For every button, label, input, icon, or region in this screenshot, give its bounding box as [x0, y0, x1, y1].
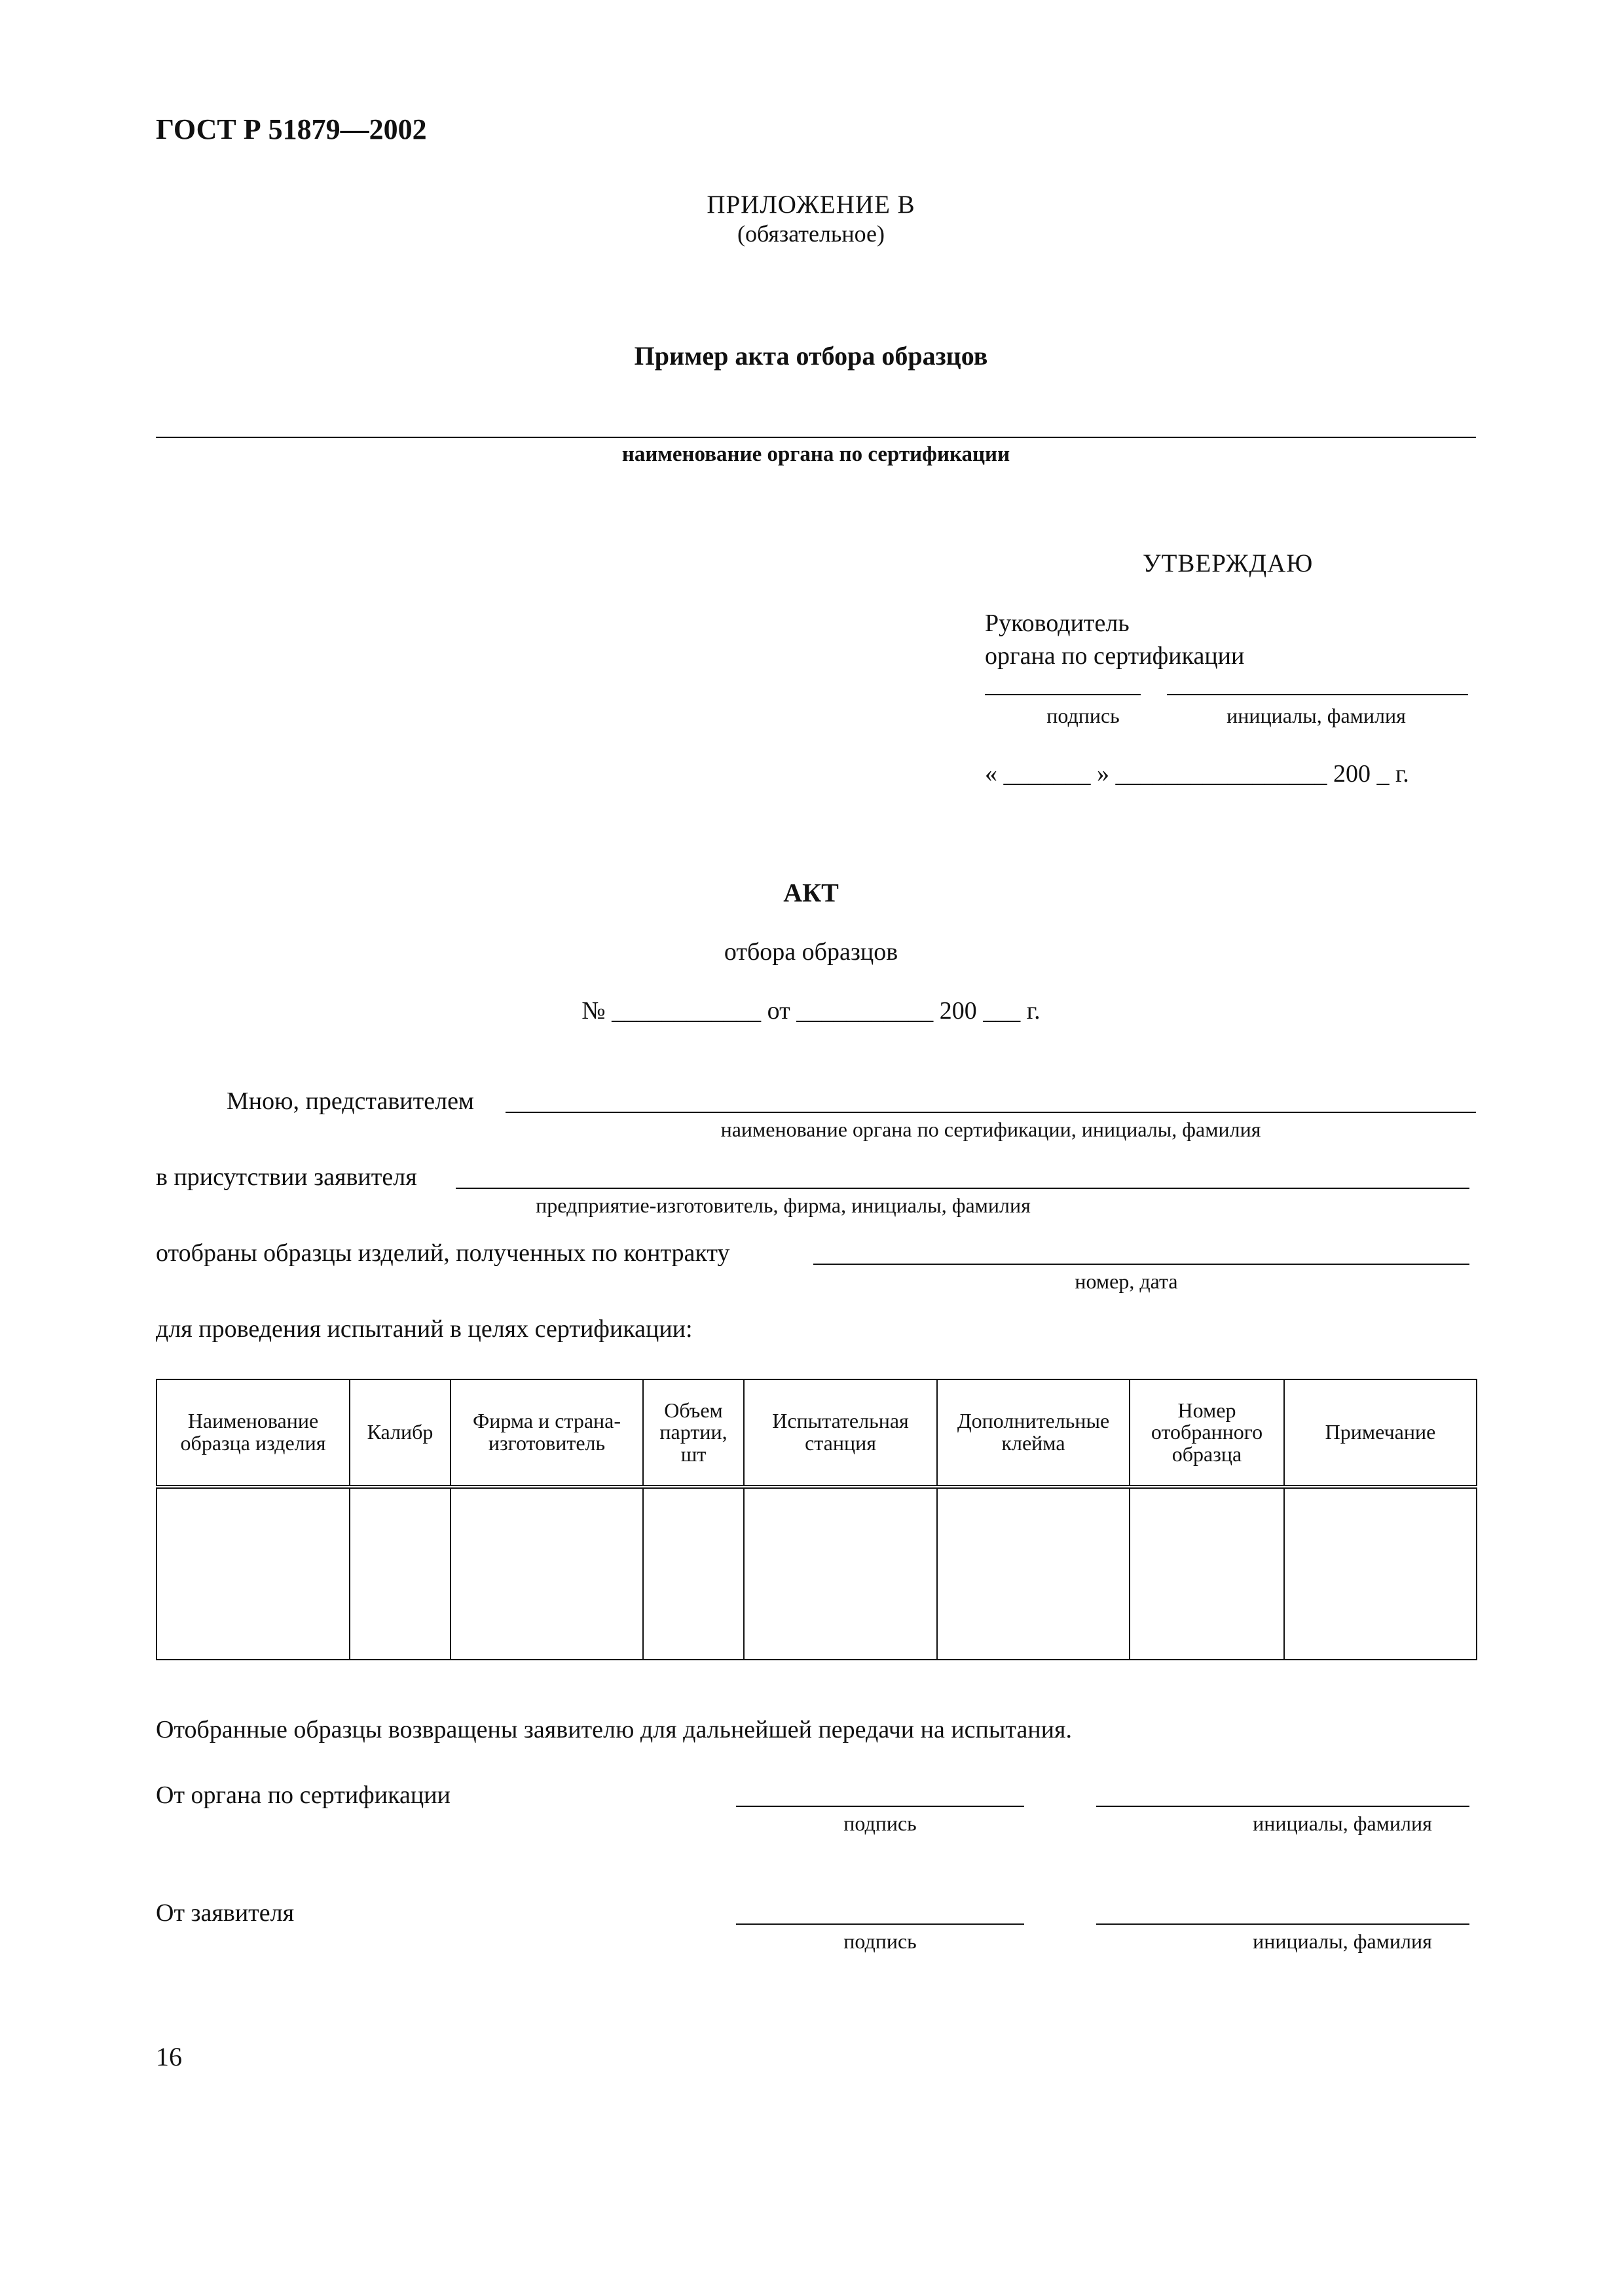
applicant-signature-caption: подпись — [843, 1929, 917, 1953]
appendix-status: (обязательное) — [737, 221, 885, 247]
org-signature-line[interactable] — [736, 1806, 1024, 1807]
header-sample-number: Номер отобранного образца — [1130, 1379, 1284, 1487]
contract-caption: номер, дата — [1075, 1269, 1178, 1293]
table-row — [157, 1487, 1477, 1660]
org-name-line[interactable] — [1096, 1806, 1469, 1807]
org-signature-caption: подпись — [843, 1812, 917, 1835]
header-test-station: Испытательная станция — [744, 1379, 937, 1487]
approver-signature-line[interactable] — [985, 694, 1141, 695]
standard-number: ГОСТ Р 51879—2002 — [156, 113, 427, 145]
act-title: АКТ — [783, 878, 839, 907]
act-number-line[interactable]: № ____________ от ___________ 200 ___ г. — [581, 997, 1041, 1025]
approver-name-caption: инициалы, фамилия — [1226, 704, 1406, 727]
header-manufacturer: Фирма и страна-изготовитель — [451, 1379, 643, 1487]
cell-caliber[interactable] — [350, 1487, 451, 1660]
approver-position-line1: Руководитель — [985, 610, 1130, 637]
contract-label: отобраны образцы изделий, полученных по контракту — [156, 1239, 730, 1267]
header-note: Примечание — [1284, 1379, 1477, 1487]
representative-line[interactable] — [506, 1112, 1476, 1113]
approver-name-line[interactable] — [1167, 694, 1468, 695]
representative-caption: наименование органа по сертификации, инициалы, фамилия — [720, 1118, 1261, 1141]
appendix-title: ПРИЛОЖЕНИЕ В — [707, 191, 915, 219]
cell-note[interactable] — [1284, 1487, 1477, 1660]
org-name-caption: инициалы, фамилия — [1253, 1812, 1432, 1835]
applicant-signature-label: От заявителя — [156, 1899, 295, 1927]
header-sample-name: Наименование образца изделия — [157, 1379, 350, 1487]
applicant-label: в присутствии заявителя — [156, 1163, 417, 1191]
applicant-signature-line[interactable] — [736, 1923, 1024, 1925]
header-caliber: Калибр — [350, 1379, 451, 1487]
representative-label: Мною, представителем — [227, 1087, 474, 1115]
contract-line[interactable] — [813, 1264, 1469, 1265]
table-header-row — [157, 1379, 1477, 1487]
page-number: 16 — [156, 2042, 182, 2071]
organization-line[interactable] — [156, 437, 1476, 438]
header-lot-size: Объем партии, шт — [643, 1379, 744, 1487]
cell-sample-number[interactable] — [1130, 1487, 1284, 1660]
applicant-name-line[interactable] — [1096, 1923, 1469, 1925]
approval-date[interactable]: « _______ » _________________ 200 _ г. — [985, 760, 1409, 788]
cell-test-station[interactable] — [744, 1487, 937, 1660]
cell-additional-marks[interactable] — [937, 1487, 1130, 1660]
document-title: Пример акта отбора образцов — [634, 341, 988, 371]
cell-manufacturer[interactable] — [451, 1487, 643, 1660]
applicant-name-caption: инициалы, фамилия — [1253, 1929, 1432, 1953]
cell-lot-size[interactable] — [643, 1487, 744, 1660]
applicant-line[interactable] — [456, 1188, 1469, 1189]
purpose-text: для проведения испытаний в целях сертификации: — [156, 1315, 693, 1343]
cell-sample-name[interactable] — [157, 1487, 350, 1660]
returned-statement: Отобранные образцы возвращены заявителю для дальнейшей передачи на испытания. — [156, 1716, 1073, 1743]
approver-position-line2: органа по сертификации — [985, 642, 1245, 670]
header-additional-marks: Дополнительные клейма — [937, 1379, 1130, 1487]
org-signature-label: От органа по сертификации — [156, 1781, 451, 1809]
organization-caption: наименование органа по сертификации — [621, 443, 1010, 466]
samples-table — [156, 1379, 1477, 1660]
approval-label: УТВЕРЖДАЮ — [1143, 549, 1314, 577]
applicant-caption: предприятие-изготовитель, фирма, инициалы, фамилия — [536, 1194, 1031, 1217]
act-subtitle: отбора образцов — [724, 938, 898, 966]
approver-signature-caption: подпись — [1046, 704, 1120, 727]
